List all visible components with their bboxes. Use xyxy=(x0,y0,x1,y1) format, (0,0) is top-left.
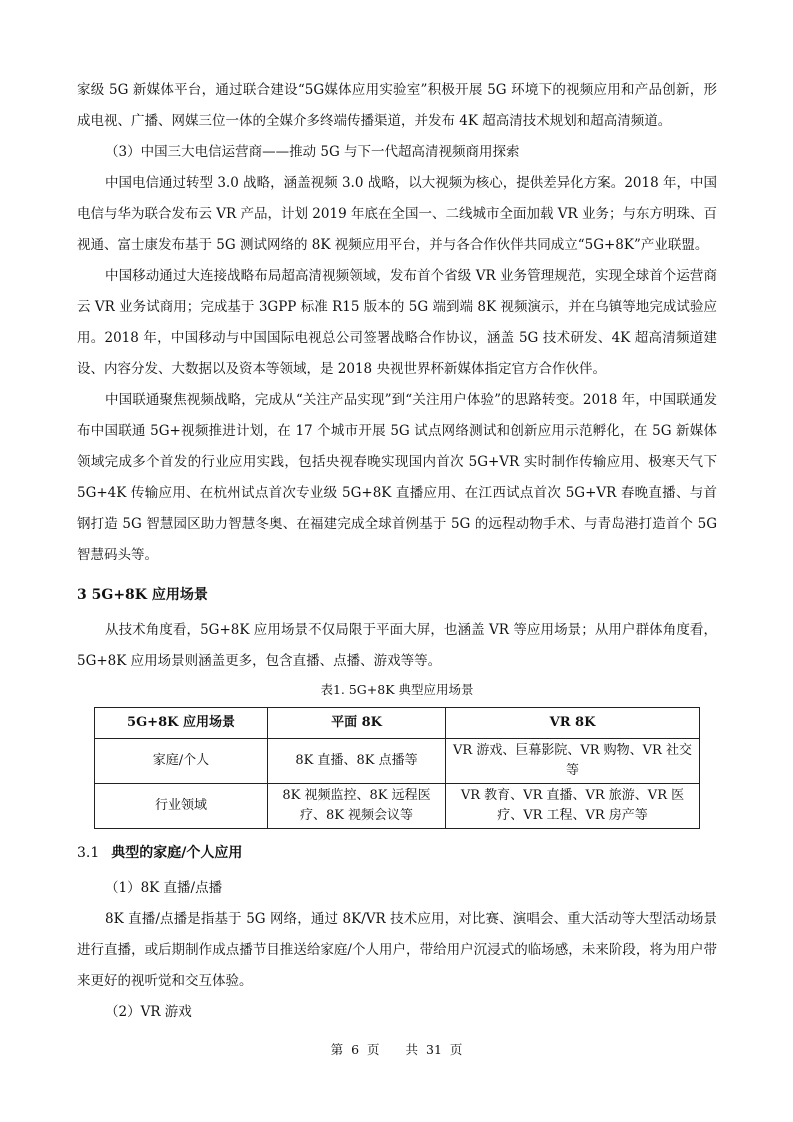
paragraph: 从技术角度看，5G+8K 应用场景不仅局限于平面大屏，也涵盖 VR 等应用场景；从用户群体角度看，5G+8K 应用场景则涵盖更多，包含直播、点播、游戏等等。 xyxy=(77,622,717,669)
table-row xyxy=(95,784,700,829)
page-footer xyxy=(0,1040,793,1058)
subheading: （2）VR 游戏 xyxy=(105,1004,192,1020)
table-caption: 表1. 5G+8K 典型应用场景 xyxy=(320,682,474,697)
subsection-heading xyxy=(77,833,717,873)
paragraph: 中国移动通过大连接战略布局超高清视频领域，发布首个省级 VR 业务管理规范，实现全球首个运营商云 VR 业务试商用；完成基于 3GPP 标准 R15 版本的 5G 端到端 8K 视频演示，并在乌镇等地完成试验应用。2018 年，中国移动与中国国际电视总公司签署战略合作协议，涵盖 5G 技术研发、4K 超高清频道建设、内容分发、大数据以及资本等领域，是 2018 央视世界杯新媒体指定官方合作伙伴。 xyxy=(77,268,717,377)
table-cell: 家庭/个人 xyxy=(95,739,268,784)
subheading: （3）中国三大电信运营商——推动 5G 与下一代超高清视频商用探索 xyxy=(105,144,520,160)
paragraph: 8K 直播/点播是指基于 5G 网络，通过 8K/VR 技术应用，对比赛、演唱会、重大活动等大型活动场景进行直播，或后期制作成点播节目推送给家庭/个人用户，带给用户沉浸式的临场感，未来阶段，将为用户带来更好的视听觉和交互体验。 xyxy=(77,911,717,989)
paragraph: 中国电信通过转型 3.0 战略，涵盖视频 3.0 战略，以大视频为核心，提供差异化方案。2018 年，中国电信与华为联合发布云 VR 产品，计划 2019 年底在全国一、二线城市全面加载 VR 业务；与东方明珠、百视通、富士康发布基于 5G 测试网络的 8K 视频应用平台，并与各合作伙伴共同成立“5G+8K”产业联盟。 xyxy=(77,175,717,253)
paragraph: 家级 5G 新媒体平台，通过联合建设“5G媒体应用实验室”积极开展 5G 环境下的视频应用和产品创新，形成电视、广播、网媒三位一体的全媒介多终端传播渠道，并发布 4K 超高清技术规划和超高清频道。 xyxy=(77,82,717,129)
page-number: 第 6 页 xyxy=(330,1042,380,1057)
table-row xyxy=(95,739,700,784)
table-header-cell: VR 8K xyxy=(446,708,700,739)
total-pages: 共 31 页 xyxy=(405,1042,463,1057)
table-header-cell: 平面 8K xyxy=(268,708,446,739)
subheading: （1）8K 直播/点播 xyxy=(105,880,223,896)
table-cell: 8K 直播、8K 点播等 xyxy=(268,739,446,784)
subsection-title: 典型的家庭/个人应用 xyxy=(111,845,243,861)
paragraph: 中国联通聚焦视频战略，完成从“关注产品实现”到“关注用户体验”的思路转变。2018 年，中国联通发布中国联通 5G+视频推进计划，在 17 个城市开展 5G 试点网络测试和创新应用示范孵化，在 5G 新媒体领域完成多个首发的行业应用实践，包括央视春晚实现国内首次 5G+VR 实时制作传输应用、极寒天气下 5G+4K 传输应用、在杭州试点首次专业级 5G+8K 直播应用、在江西试点首次 5G+VR 春晚直播、与首钢打造 5G 智慧园区助力智慧冬奥、在福建完成全球首例基于 5G 的远程动物手术、与青岛港打造首个 5G 智慧码头等。 xyxy=(77,392,717,563)
table-cell: 行业领域 xyxy=(95,784,268,829)
table-cell: 8K 视频监控、8K 远程医疗、8K 视频会议等 xyxy=(268,784,446,829)
subsection-number: 3.1 xyxy=(77,845,100,861)
section-title: 5G+8K 应用场景 xyxy=(91,587,208,603)
section-heading xyxy=(77,575,717,615)
section-number: 3 xyxy=(77,587,87,603)
table-cell: VR 游戏、巨幕影院、VR 购物、VR 社交等 xyxy=(446,739,700,784)
page-content xyxy=(77,75,717,1028)
table-header-row xyxy=(95,708,700,739)
table-header-cell: 5G+8K 应用场景 xyxy=(95,708,268,739)
scenario-table xyxy=(94,707,700,829)
table-cell: VR 教育、VR 直播、VR 旅游、VR 医疗、VR 工程、VR 房产等 xyxy=(446,784,700,829)
